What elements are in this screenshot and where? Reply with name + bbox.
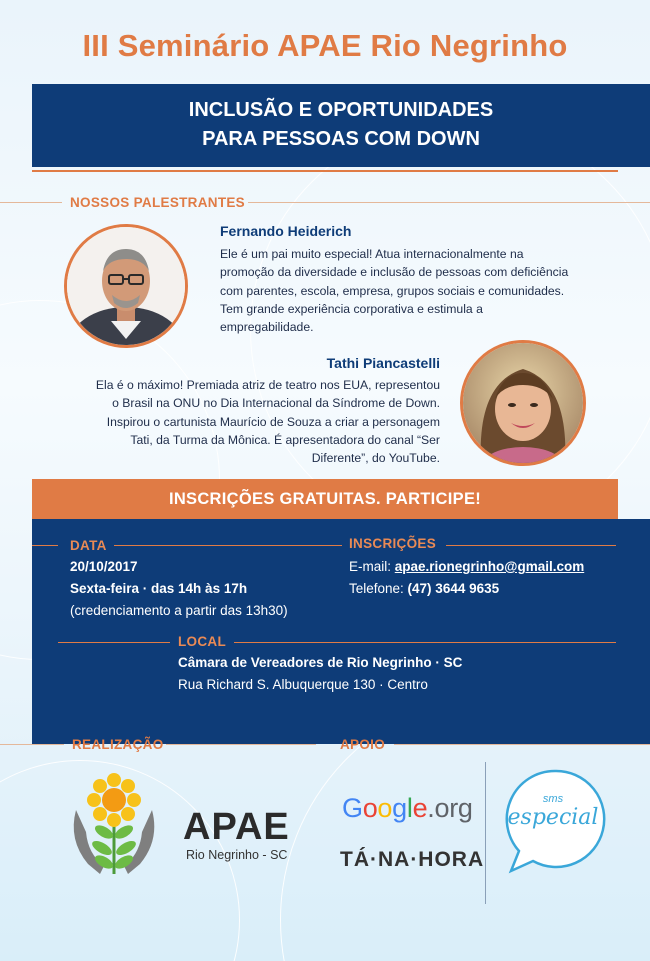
page-title: III Seminário APAE Rio Negrinho (82, 28, 568, 63)
section-divider (234, 642, 616, 643)
email-link[interactable]: apae.rionegrinho@gmail.com (394, 559, 585, 574)
phone-number[interactable]: (47) 3644 9635 (407, 581, 500, 596)
phone-line (349, 581, 499, 596)
person-portrait-icon (463, 343, 583, 463)
event-info-box (32, 519, 650, 744)
phone-prefix: Telefone: (349, 581, 408, 596)
email-line (349, 559, 584, 574)
realizacao-label: REALIZAÇÃO (72, 737, 164, 752)
apae-flower-logo-icon (64, 770, 164, 880)
venue-name: Câmara de Vereadores de Rio Negrinho · SC (178, 655, 463, 670)
section-divider (394, 744, 650, 745)
registration-label: INSCRIÇÕES (349, 536, 437, 551)
speaker-name-fernando: Fernando Heiderich (220, 223, 352, 239)
section-divider (114, 545, 336, 546)
credentialing-note: (credenciamento a partir das 13h30) (70, 603, 288, 618)
section-divider (446, 545, 616, 546)
location-label: LOCAL (178, 634, 226, 649)
section-divider (58, 642, 170, 643)
banner-line-2: PARA PESSOAS COM DOWN (202, 128, 480, 150)
sms-especial-logo (503, 767, 607, 871)
banner-line-1: INCLUSÃO E OPORTUNIDADES (188, 99, 494, 121)
ta-na-hora-logo: TÁ·NA·HORA (340, 848, 485, 871)
section-divider (0, 744, 64, 745)
sms-big-text: especial (507, 805, 599, 830)
logo-divider (485, 762, 486, 904)
section-divider (248, 202, 650, 203)
date-label: DATA (70, 538, 107, 553)
speaker-photo-fernando (64, 224, 188, 348)
apoio-label: APOIO (340, 737, 386, 752)
person-portrait-icon (67, 227, 185, 345)
theme-banner (32, 84, 650, 167)
apae-logo-text: APAE (183, 806, 290, 848)
email-prefix: E-mail: (349, 559, 395, 574)
venue-address: Rua Richard S. Albuquerque 130 · Centro (178, 677, 428, 692)
google-org-logo: Google.org (342, 793, 473, 823)
section-divider (334, 545, 342, 546)
speaker-bio-fernando: Ele é um pai muito especial! Atua internacionalmente na promoção da diversidade e inclusão de pessoas com deficiência com parentes, escola, empresa, grupos sociais e comunidades. Tem grande experiência corporativa e estimula a empregabilidade. (220, 247, 569, 335)
section-divider (0, 202, 62, 203)
apae-logo-subtitle: Rio Negrinho - SC (186, 848, 288, 862)
banner-underline (32, 170, 618, 172)
event-time: Sexta-feira · das 14h às 17h (70, 581, 248, 596)
section-divider (32, 545, 58, 546)
speaker-bio-tathi: Ela é o máximo! Premiada atriz de teatro nos EUA, representou o Brasil na ONU no Dia Internacional da Síndrome de Down. Inspirou o cartunista Maurício de Souza a criar a personagem Tati, da Turma da Mônica. É apresentadora do canal “Ser Diferente”, do YouTube. (95, 378, 440, 466)
sms-small-text: sms (542, 793, 564, 805)
speaker-photo-tathi (460, 340, 586, 466)
section-divider (166, 744, 316, 745)
speakers-section-label: NOSSOS PALESTRANTES (70, 195, 245, 210)
speaker-name-tathi: Tathi Piancastelli (326, 355, 440, 371)
event-date: 20/10/2017 (70, 559, 138, 574)
registration-cta-bar: INSCRIÇÕES GRATUITAS. PARTICIPE! (32, 479, 618, 519)
